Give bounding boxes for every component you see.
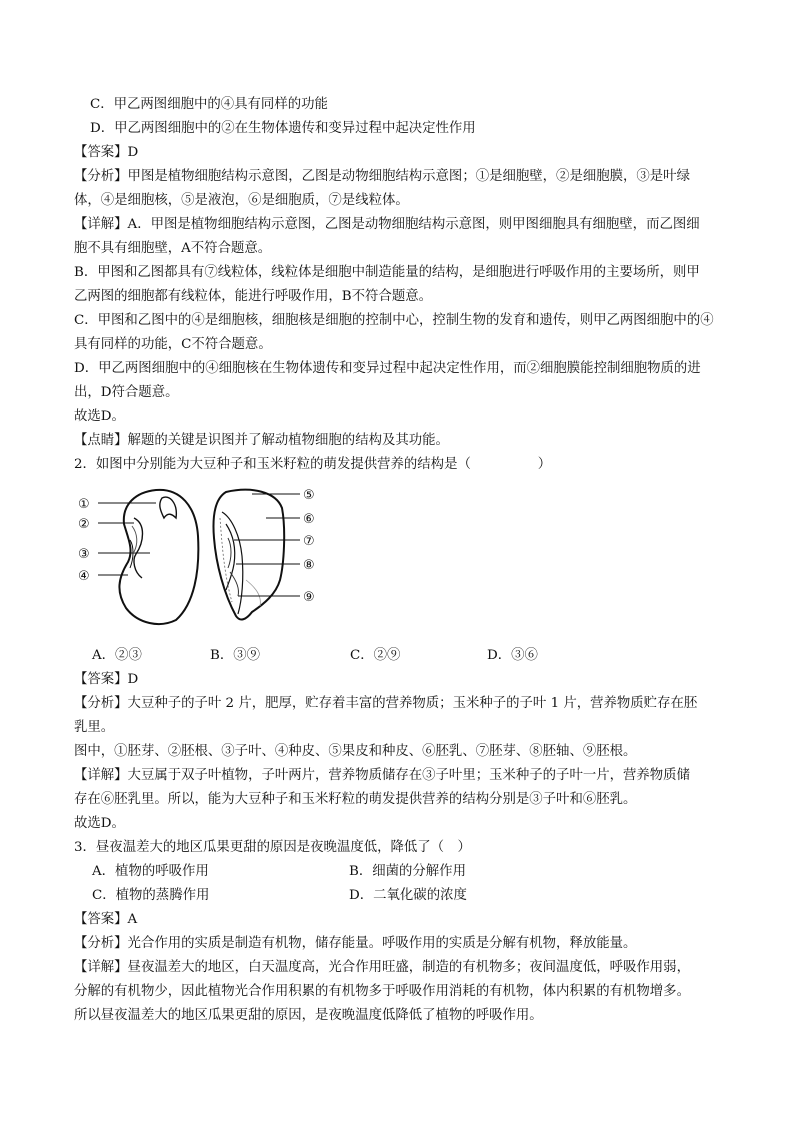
q3-detail-1: 【详解】昼夜温差大的地区，白天温度高，光合作用旺盛，制造的有机物多；夜间温度低，呼吸作用弱，: [74, 960, 690, 975]
q1-comment: 【点睛】解题的关键是识图并了解动植物细胞的结构及其功能。: [74, 433, 449, 448]
q2-stem: 2．如图中分别能为大豆种子和玉米籽粒的萌发提供营养的结构是（ ）: [74, 457, 552, 472]
q2-option-d: D．③⑥: [487, 648, 538, 663]
q3-option-d: D．二氧化碳的浓度: [349, 888, 467, 903]
q1-detail-3: B．甲图和乙图都具有⑦线粒体，线粒体是细胞中制造能量的结构，是细胞进行呼吸作用的主要场所，则甲: [74, 265, 700, 280]
q2-analysis-1: 【分析】大豆种子的子叶 2 片，肥厚，贮存着丰富的营养物质；玉米种子的子叶 1 片，营养物质贮存在胚: [74, 696, 698, 711]
q3-option-b: B．细菌的分解作用: [349, 864, 466, 879]
q2-option-a: A．②③: [92, 648, 142, 663]
q2-option-c: C．②⑨: [350, 648, 401, 663]
q1-detail-7: D．甲乙两图细胞中的④细胞核在生物体遗传和变异过程中起决定性作用，而②细胞膜能控制细胞物质的进: [74, 361, 701, 376]
corn-kernel: [214, 490, 285, 620]
q1-detail-1: 【详解】A．甲图是植物细胞结构示意图，乙图是动物细胞结构示意图，则甲图细胞具有细胞壁，而乙图细: [74, 217, 700, 232]
q3-detail-2: 分解的有机物少，因此植物光合作用积累的有机物多于呼吸作用消耗的有机物，体内积累的有机物增多。: [74, 984, 690, 999]
q2-analysis-2: 乳里。: [74, 720, 115, 735]
label-4: ④: [78, 569, 90, 584]
q3-stem: 3．昼夜温差大的地区瓜果更甜的原因是夜晚温度低，降低了（ ）: [74, 840, 471, 855]
q2-answer: 【答案】D: [74, 672, 139, 687]
q1-option-d: D．甲乙两图细胞中的②在生物体遗传和变异过程中起决定性作用: [90, 121, 476, 136]
seed-diagram: [76, 484, 332, 630]
q1-choose: 故选D。: [74, 409, 125, 424]
q3-option-c: C．植物的蒸腾作用: [92, 888, 210, 903]
q1-detail-4: 乙两图的细胞都有线粒体，能进行呼吸作用，B不符合题意。: [74, 289, 432, 304]
q3-option-a: A．植物的呼吸作用: [92, 864, 209, 879]
q2-choose: 故选D。: [74, 816, 125, 831]
label-6: ⑥: [303, 512, 315, 527]
label-8: ⑧: [303, 558, 315, 573]
q1-analysis-2: 体，④是细胞核，⑤是液泡，⑥是细胞质，⑦是线粒体。: [74, 193, 409, 208]
q1-detail-5: C．甲图和乙图中的④是细胞核，细胞核是细胞的控制中心，控制生物的发育和遗传，则甲乙两图细胞中的④: [74, 313, 714, 328]
q1-detail-8: 出，D符合题意。: [74, 385, 179, 400]
label-2: ②: [78, 517, 90, 532]
q2-detail-1: 【详解】大豆属于双子叶植物，子叶两片，营养物质储存在③子叶里；玉米种子的子叶一片，营养物质储: [74, 768, 690, 783]
label-9: ⑨: [303, 590, 315, 605]
label-1: ①: [78, 497, 90, 512]
q2-option-b: B．③⑨: [210, 648, 261, 663]
label-7: ⑦: [303, 534, 315, 549]
q1-option-c: C．甲乙两图细胞中的④具有同样的功能: [90, 97, 328, 112]
label-3: ③: [78, 547, 90, 562]
q3-answer: 【答案】A: [74, 912, 138, 927]
q3-detail-3: 所以昼夜温差大的地区瓜果更甜的原因，是夜晚温度低降低了植物的呼吸作用。: [74, 1008, 543, 1023]
label-5: ⑤: [303, 488, 315, 503]
q1-detail-6: 具有同样的功能，C不符合题意。: [74, 337, 272, 352]
q1-answer: 【答案】D: [74, 145, 139, 160]
q3-analysis: 【分析】光合作用的实质是制造有机物，储存能量。呼吸作用的实质是分解有机物，释放能量。: [74, 936, 637, 951]
q2-analysis-3: 图中，①胚芽、②胚根、③子叶、④种皮、⑤果皮和种皮、⑥胚乳、⑦胚芽、⑧胚轴、⑨胚根。: [74, 744, 637, 759]
q1-detail-2: 胞不具有细胞壁，A不符合题意。: [74, 241, 272, 256]
soybean-seed: [119, 490, 198, 624]
q1-analysis: 【分析】甲图是植物细胞结构示意图，乙图是动物细胞结构示意图；①是细胞壁，②是细胞膜，③是叶绿: [74, 169, 690, 184]
q2-detail-2: 存在⑥胚乳里。所以，能为大豆种子和玉米籽粒的萌发提供营养的结构分别是③子叶和⑥胚乳。: [74, 792, 637, 807]
